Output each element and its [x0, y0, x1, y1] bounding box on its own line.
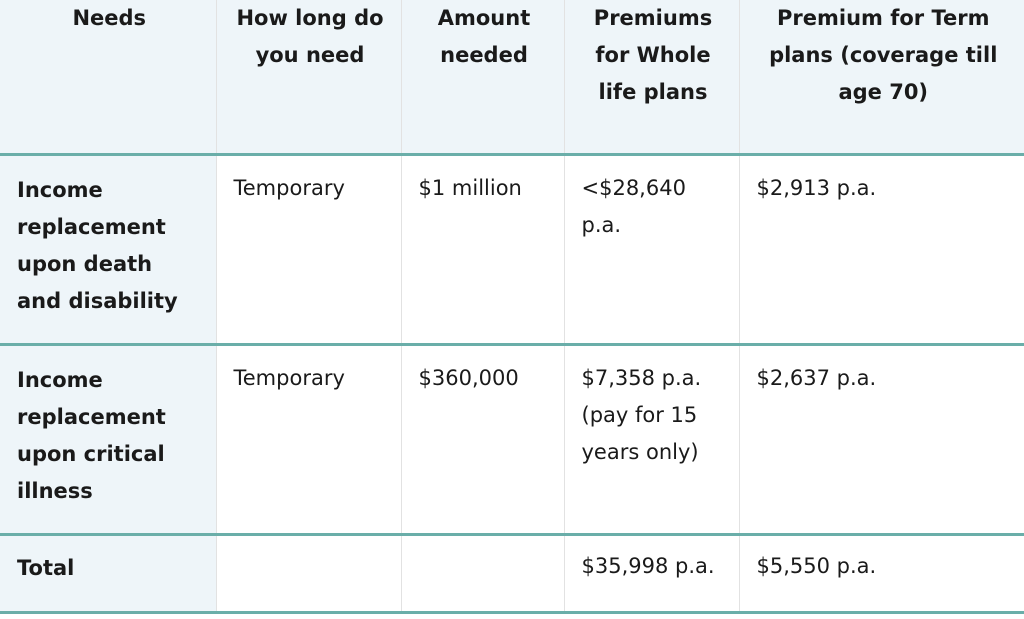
amount-cell: $360,000	[401, 344, 564, 534]
need-cell: Income replacement upon critical illness	[0, 344, 216, 534]
term-premium-cell: $2,913 p.a.	[756, 175, 877, 200]
table-header-row	[0, 0, 1024, 154]
amount-cell: $1 million	[401, 154, 564, 344]
whole-life-premium-cell: <$28,640 p.a.	[564, 154, 739, 344]
total-amount-cell	[401, 534, 564, 612]
term-premium-cell: $2,637 p.a.	[756, 365, 877, 390]
duration-cell: Temporary	[216, 344, 401, 534]
header-needs: Needs	[0, 0, 216, 154]
header-amount-needed: Amount needed	[401, 0, 564, 154]
total-row	[0, 534, 1024, 612]
total-whole-life-premium: $35,998 p.a.	[564, 534, 739, 612]
header-duration: How long do you need	[216, 0, 401, 154]
header-whole-life-premiums: Premiums for Whole life plans	[564, 0, 739, 154]
total-label: Total	[0, 534, 216, 612]
header-term-premiums: Premium for Term plans (coverage till age 70)	[739, 0, 1024, 154]
duration-cell: Temporary	[216, 154, 401, 344]
need-cell: Income replacement upon death and disability	[0, 154, 216, 344]
table-row	[0, 344, 1024, 534]
table-row	[0, 154, 1024, 344]
whole-life-premium-cell: $7,358 p.a. (pay for 15 years only)	[564, 344, 739, 534]
total-duration-cell	[216, 534, 401, 612]
total-term-premium: $5,550 p.a.	[756, 553, 877, 578]
